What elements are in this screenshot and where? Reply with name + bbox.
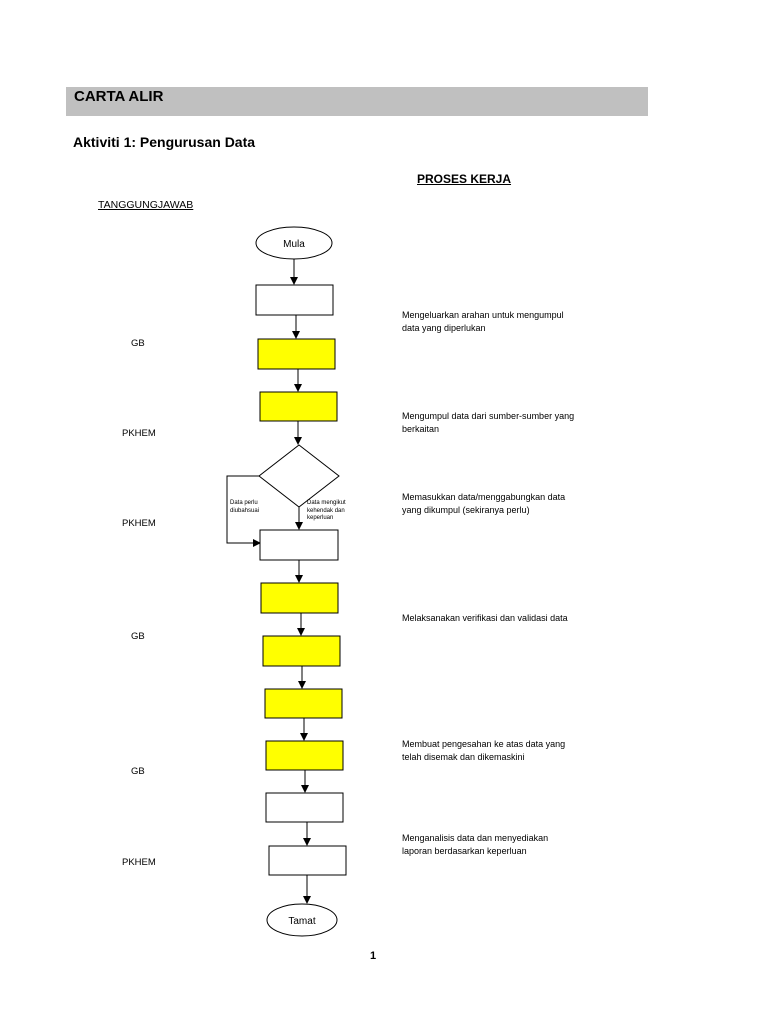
process-description: Memasukkan data/menggabungkan data yang dikumpul (sekiranya perlu) — [402, 492, 566, 515]
decision-diamond — [259, 445, 339, 507]
role-label: GB — [131, 338, 145, 349]
process-box-highlighted — [265, 689, 342, 718]
responsibility-heading: TANGGUNGJAWAB — [98, 199, 194, 211]
activity-title: Aktiviti 1: Pengurusan Data — [73, 134, 256, 150]
role-label: PKHEM — [122, 518, 156, 529]
decision-left-label: Data perlu diubahsuai — [230, 500, 260, 514]
page-title: CARTA ALIR — [74, 88, 164, 105]
role-label: PKHEM — [122, 857, 156, 868]
process-description: Menganalisis data dan menyediakan laporan berdasarkan keperluan — [402, 833, 549, 856]
process-box-highlighted — [266, 741, 343, 770]
end-label: Tamat — [288, 916, 316, 927]
process-box — [266, 793, 343, 822]
process-heading: PROSES KERJA — [417, 172, 512, 186]
start-node — [256, 227, 332, 259]
process-box-highlighted — [263, 636, 340, 666]
role-label: GB — [131, 631, 145, 642]
process-box — [260, 530, 338, 560]
page-number: 1 — [370, 950, 377, 962]
process-description: Mengeluarkan arahan untuk mengumpul data yang diperlukan — [402, 310, 564, 333]
role-label: GB — [131, 766, 145, 777]
process-description: Melaksanakan verifikasi dan validasi data — [402, 613, 568, 623]
process-box-highlighted — [260, 392, 337, 421]
process-box — [256, 285, 333, 315]
decision-right-label: Data mengikut kehendak dan keperluan — [307, 500, 346, 521]
process-box — [269, 846, 346, 875]
start-label: Mula — [283, 239, 305, 250]
process-box-highlighted — [258, 339, 335, 369]
role-label: PKHEM — [122, 428, 156, 439]
process-description: Mengumpul data dari sumber-sumber yang berkaitan — [402, 411, 575, 434]
process-box-highlighted — [261, 583, 338, 613]
end-node — [267, 904, 337, 936]
process-description: Membuat pengesahan ke atas data yang telah disemak dan dikemaskini — [402, 739, 566, 762]
